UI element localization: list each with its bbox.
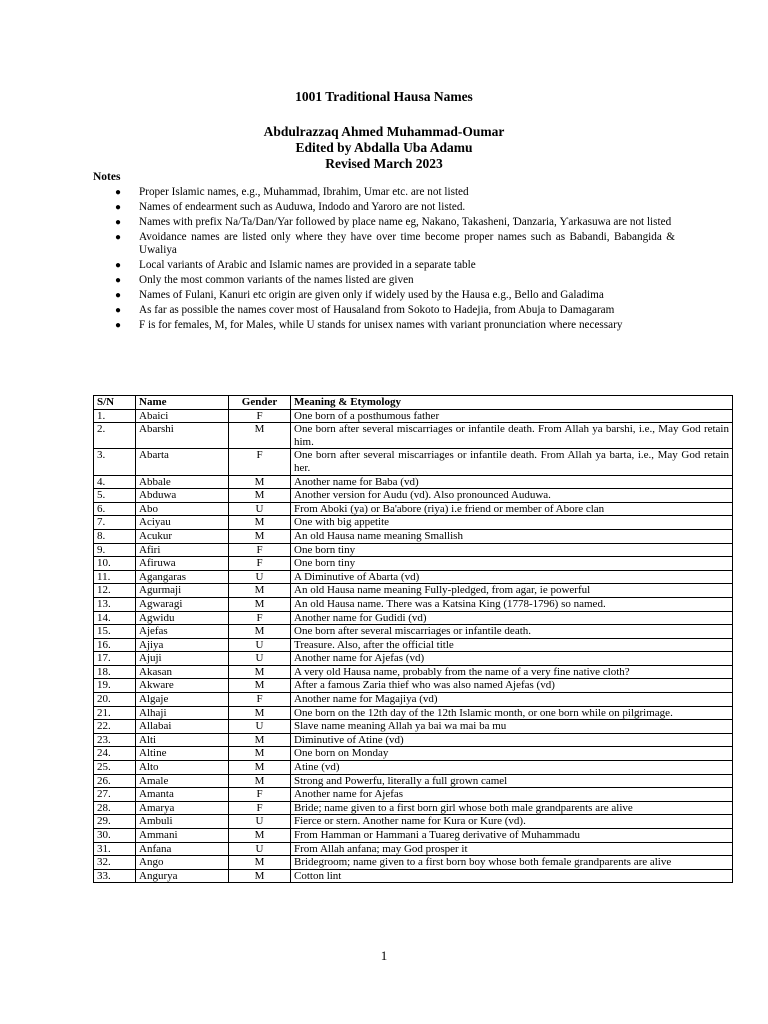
table-row — [94, 856, 733, 870]
cell-name: Afiruwa — [136, 557, 229, 571]
note-text: Local variants of Arabic and Islamic names are provided in a separate table — [139, 259, 476, 271]
cell-meaning: An old Hausa name. There was a Katsina King (1778-1796) so named. — [291, 597, 733, 611]
cell-meaning: An old Hausa name meaning Smallish — [291, 529, 733, 543]
cell-meaning: After a famous Zaria thief who was also named Ajefas (vd) — [291, 679, 733, 693]
bullet-icon: ● — [115, 187, 122, 198]
cell-meaning: One with big appetite — [291, 516, 733, 530]
cell-name: Alti — [136, 733, 229, 747]
cell-meaning: Atine (vd) — [291, 761, 733, 775]
cell-sn: 18. — [94, 665, 136, 679]
cell-gender: M — [229, 706, 291, 720]
cell-gender: U — [229, 815, 291, 829]
cell-gender: M — [229, 733, 291, 747]
note-text: Names of endearment such as Auduwa, Indodo and Yaroro are not listed. — [139, 201, 466, 213]
cell-sn: 8. — [94, 529, 136, 543]
cell-gender: M — [229, 679, 291, 693]
table-row — [94, 638, 733, 652]
bullet-icon: ● — [115, 275, 122, 286]
cell-meaning: Fierce or stern. Another name for Kura or Kure (vd). — [291, 815, 733, 829]
cell-sn: 11. — [94, 570, 136, 584]
cell-sn: 2. — [94, 423, 136, 449]
table-row — [94, 869, 733, 883]
cell-meaning: One born tiny — [291, 557, 733, 571]
cell-meaning: One born tiny — [291, 543, 733, 557]
cell-sn: 33. — [94, 869, 136, 883]
cell-gender: F — [229, 543, 291, 557]
table-row — [94, 720, 733, 734]
table-row — [94, 693, 733, 707]
table-row — [94, 801, 733, 815]
cell-sn: 23. — [94, 733, 136, 747]
note-item — [93, 201, 675, 214]
cell-meaning: A Diminutive of Abarta (vd) — [291, 570, 733, 584]
revision-line: Revised March 2023 — [325, 156, 443, 171]
table-row — [94, 516, 733, 530]
table-row — [94, 747, 733, 761]
cell-meaning: A very old Hausa name, probably from the name of a very fine native cloth? — [291, 665, 733, 679]
table-header-row — [94, 396, 733, 410]
bullet-icon: ● — [115, 232, 122, 243]
cell-name: Amanta — [136, 788, 229, 802]
cell-meaning: From Hamman or Hammani a Tuareg derivative of Muhammadu — [291, 829, 733, 843]
cell-sn: 25. — [94, 761, 136, 775]
cell-meaning: One born on the 12th day of the 12th Islamic month, or one born while on pilgrimage. — [291, 706, 733, 720]
cell-gender: M — [229, 625, 291, 639]
cell-gender: M — [229, 774, 291, 788]
cell-meaning: Slave name meaning Allah ya bai wa mai ba mu — [291, 720, 733, 734]
table-row — [94, 475, 733, 489]
cell-name: Agwidu — [136, 611, 229, 625]
cell-sn: 26. — [94, 774, 136, 788]
cell-gender: U — [229, 652, 291, 666]
note-text: Proper Islamic names, e.g., Muhammad, Ibrahim, Umar etc. are not listed — [139, 186, 469, 198]
cell-gender: M — [229, 584, 291, 598]
bullet-icon: ● — [115, 320, 122, 331]
cell-name: Ambuli — [136, 815, 229, 829]
cell-gender: M — [229, 665, 291, 679]
cell-gender: M — [229, 529, 291, 543]
cell-meaning: An old Hausa name meaning Fully-pledged, from agar, ie powerful — [291, 584, 733, 598]
cell-gender: M — [229, 423, 291, 449]
cell-name: Ajuji — [136, 652, 229, 666]
cell-sn: 24. — [94, 747, 136, 761]
table-row — [94, 543, 733, 557]
names-table — [93, 395, 733, 883]
cell-meaning: Another name for Gudidi (vd) — [291, 611, 733, 625]
cell-gender: F — [229, 409, 291, 423]
cell-name: Abaici — [136, 409, 229, 423]
cell-sn: 19. — [94, 679, 136, 693]
cell-name: Abarshi — [136, 423, 229, 449]
cell-gender: F — [229, 693, 291, 707]
cell-sn: 21. — [94, 706, 136, 720]
cell-meaning: One born after several miscarriages or infantile death. — [291, 625, 733, 639]
cell-sn: 22. — [94, 720, 136, 734]
cell-name: Akware — [136, 679, 229, 693]
table-row — [94, 597, 733, 611]
cell-gender: M — [229, 869, 291, 883]
table-row — [94, 842, 733, 856]
cell-name: Abarta — [136, 449, 229, 475]
cell-sn: 13. — [94, 597, 136, 611]
cell-sn: 32. — [94, 856, 136, 870]
cell-name: Abbale — [136, 475, 229, 489]
cell-sn: 28. — [94, 801, 136, 815]
cell-name: Ajefas — [136, 625, 229, 639]
cell-sn: 6. — [94, 502, 136, 516]
table-row — [94, 652, 733, 666]
cell-meaning: Bride; name given to a first born girl whose both male grandparents are alive — [291, 801, 733, 815]
cell-meaning: Treasure. Also, after the official title — [291, 638, 733, 652]
cell-gender: M — [229, 489, 291, 503]
bullet-icon: ● — [115, 305, 122, 316]
cell-gender: M — [229, 516, 291, 530]
table-row — [94, 829, 733, 843]
notes-list — [93, 186, 675, 334]
table-row — [94, 570, 733, 584]
cell-gender: M — [229, 747, 291, 761]
cell-name: Angurya — [136, 869, 229, 883]
cell-gender: F — [229, 557, 291, 571]
table-row — [94, 557, 733, 571]
note-text: Avoidance names are listed only where they have over time become proper names such as Babandi, Babangida & Uwaliya — [139, 231, 675, 256]
note-item — [93, 231, 675, 257]
cell-name: Amarya — [136, 801, 229, 815]
bullet-icon: ● — [115, 217, 122, 228]
table-row — [94, 733, 733, 747]
cell-meaning: Strong and Powerfu, literally a full grown camel — [291, 774, 733, 788]
cell-gender: U — [229, 720, 291, 734]
cell-meaning: From Allah anfana; may God prosper it — [291, 842, 733, 856]
cell-sn: 16. — [94, 638, 136, 652]
cell-sn: 15. — [94, 625, 136, 639]
cell-sn: 10. — [94, 557, 136, 571]
cell-sn: 29. — [94, 815, 136, 829]
note-text: Names with prefix Na/Ta/Dan/Yar followed by place name eg, Nakano, Takasheni, Ɗanzaria, Ƴarkasuwa are not listed — [139, 216, 672, 228]
cell-sn: 4. — [94, 475, 136, 489]
document-title: 1001 Traditional Hausa Names — [295, 89, 473, 104]
cell-gender: M — [229, 829, 291, 843]
cell-sn: 7. — [94, 516, 136, 530]
table-row — [94, 761, 733, 775]
table-row — [94, 449, 733, 475]
cell-meaning: Another name for Baba (vd) — [291, 475, 733, 489]
cell-name: Anfana — [136, 842, 229, 856]
cell-name: Alto — [136, 761, 229, 775]
cell-meaning: Another name for Ajefas — [291, 788, 733, 802]
note-item — [93, 319, 675, 332]
cell-name: Acukur — [136, 529, 229, 543]
cell-sn: 31. — [94, 842, 136, 856]
cell-name: Agurmaji — [136, 584, 229, 598]
cell-gender: M — [229, 475, 291, 489]
table-row — [94, 502, 733, 516]
table-row — [94, 774, 733, 788]
cell-sn: 1. — [94, 409, 136, 423]
cell-meaning: Diminutive of Atine (vd) — [291, 733, 733, 747]
cell-sn: 20. — [94, 693, 136, 707]
cell-name: Aciyau — [136, 516, 229, 530]
cell-gender: U — [229, 638, 291, 652]
cell-gender: U — [229, 502, 291, 516]
table-row — [94, 665, 733, 679]
table-row — [94, 611, 733, 625]
note-item — [93, 186, 675, 199]
table-body — [94, 409, 733, 883]
author-name: Abdulrazzaq Ahmed Muhammad-Oumar — [263, 124, 505, 139]
cell-sn: 5. — [94, 489, 136, 503]
cell-name: Allabai — [136, 720, 229, 734]
table-row — [94, 625, 733, 639]
table-row — [94, 584, 733, 598]
cell-name: Akasan — [136, 665, 229, 679]
cell-sn: 30. — [94, 829, 136, 843]
cell-meaning: Bridegroom; name given to a first born boy whose both female grandparents are alive — [291, 856, 733, 870]
cell-sn: 3. — [94, 449, 136, 475]
cell-name: Altine — [136, 747, 229, 761]
table-row — [94, 788, 733, 802]
cell-name: Abduwa — [136, 489, 229, 503]
cell-meaning: From Aboki (ya) or Ba'abore (riya) i.e friend or member of Abore clan — [291, 502, 733, 516]
cell-gender: M — [229, 597, 291, 611]
page-number: 1 — [380, 948, 388, 963]
cell-gender: M — [229, 761, 291, 775]
cell-gender: F — [229, 801, 291, 815]
bullet-icon: ● — [115, 290, 122, 301]
cell-name: Afiri — [136, 543, 229, 557]
cell-meaning: One born after several miscarriages or infantile death. From Allah ya barta, i.e., May God retain her. — [291, 449, 733, 475]
note-text: Only the most common variants of the names listed are given — [139, 274, 414, 286]
cell-sn: 17. — [94, 652, 136, 666]
cell-meaning: Another version for Audu (vd). Also pronounced Auduwa. — [291, 489, 733, 503]
cell-name: Abo — [136, 502, 229, 516]
cell-gender: F — [229, 611, 291, 625]
cell-name: Ango — [136, 856, 229, 870]
cell-gender: U — [229, 842, 291, 856]
cell-gender: U — [229, 570, 291, 584]
bullet-icon: ● — [115, 260, 122, 271]
cell-name: Algaje — [136, 693, 229, 707]
header-name: Name — [136, 396, 229, 410]
cell-meaning: One born after several miscarriages or infantile death. From Allah ya barshi, i.e., May God retain him. — [291, 423, 733, 449]
cell-name: Agwaragi — [136, 597, 229, 611]
bullet-icon: ● — [115, 202, 122, 213]
cell-name: Ajiya — [136, 638, 229, 652]
cell-name: Ammani — [136, 829, 229, 843]
cell-gender: M — [229, 856, 291, 870]
note-text: Names of Fulani, Kanuri etc origin are given only if widely used by the Hausa e.g., Bello and Galadima — [139, 289, 604, 301]
cell-gender: F — [229, 788, 291, 802]
table-row — [94, 489, 733, 503]
header-gender: Gender — [229, 396, 291, 410]
cell-sn: 9. — [94, 543, 136, 557]
header-meaning: Meaning & Etymology — [291, 396, 733, 410]
table-row — [94, 815, 733, 829]
cell-meaning: Another name for Ajefas (vd) — [291, 652, 733, 666]
cell-gender: F — [229, 449, 291, 475]
cell-name: Alhaji — [136, 706, 229, 720]
editor-line: Edited by Abdalla Uba Adamu — [295, 140, 473, 155]
cell-sn: 27. — [94, 788, 136, 802]
cell-meaning: One born of a posthumous father — [291, 409, 733, 423]
note-item — [93, 216, 675, 229]
table-row — [94, 529, 733, 543]
cell-sn: 14. — [94, 611, 136, 625]
note-item — [93, 274, 675, 287]
cell-sn: 12. — [94, 584, 136, 598]
note-text: As far as possible the names cover most of Hausaland from Sokoto to Hadejia, from Abuja to Damagaram — [139, 304, 615, 316]
note-item — [93, 304, 675, 317]
cell-name: Agangaras — [136, 570, 229, 584]
table-row — [94, 423, 733, 449]
cell-name: Amale — [136, 774, 229, 788]
cell-meaning: Another name for Magajiya (vd) — [291, 693, 733, 707]
table-row — [94, 409, 733, 423]
table-row — [94, 706, 733, 720]
note-item — [93, 259, 675, 272]
header-sn: S/N — [94, 396, 136, 410]
table-row — [94, 679, 733, 693]
note-item — [93, 289, 675, 302]
notes-heading: Notes — [93, 171, 121, 183]
cell-meaning: One born on Monday — [291, 747, 733, 761]
note-text: F is for females, M, for Males, while U stands for unisex names with variant pronunciation where necessary — [139, 319, 623, 331]
cell-meaning: Cotton lint — [291, 869, 733, 883]
